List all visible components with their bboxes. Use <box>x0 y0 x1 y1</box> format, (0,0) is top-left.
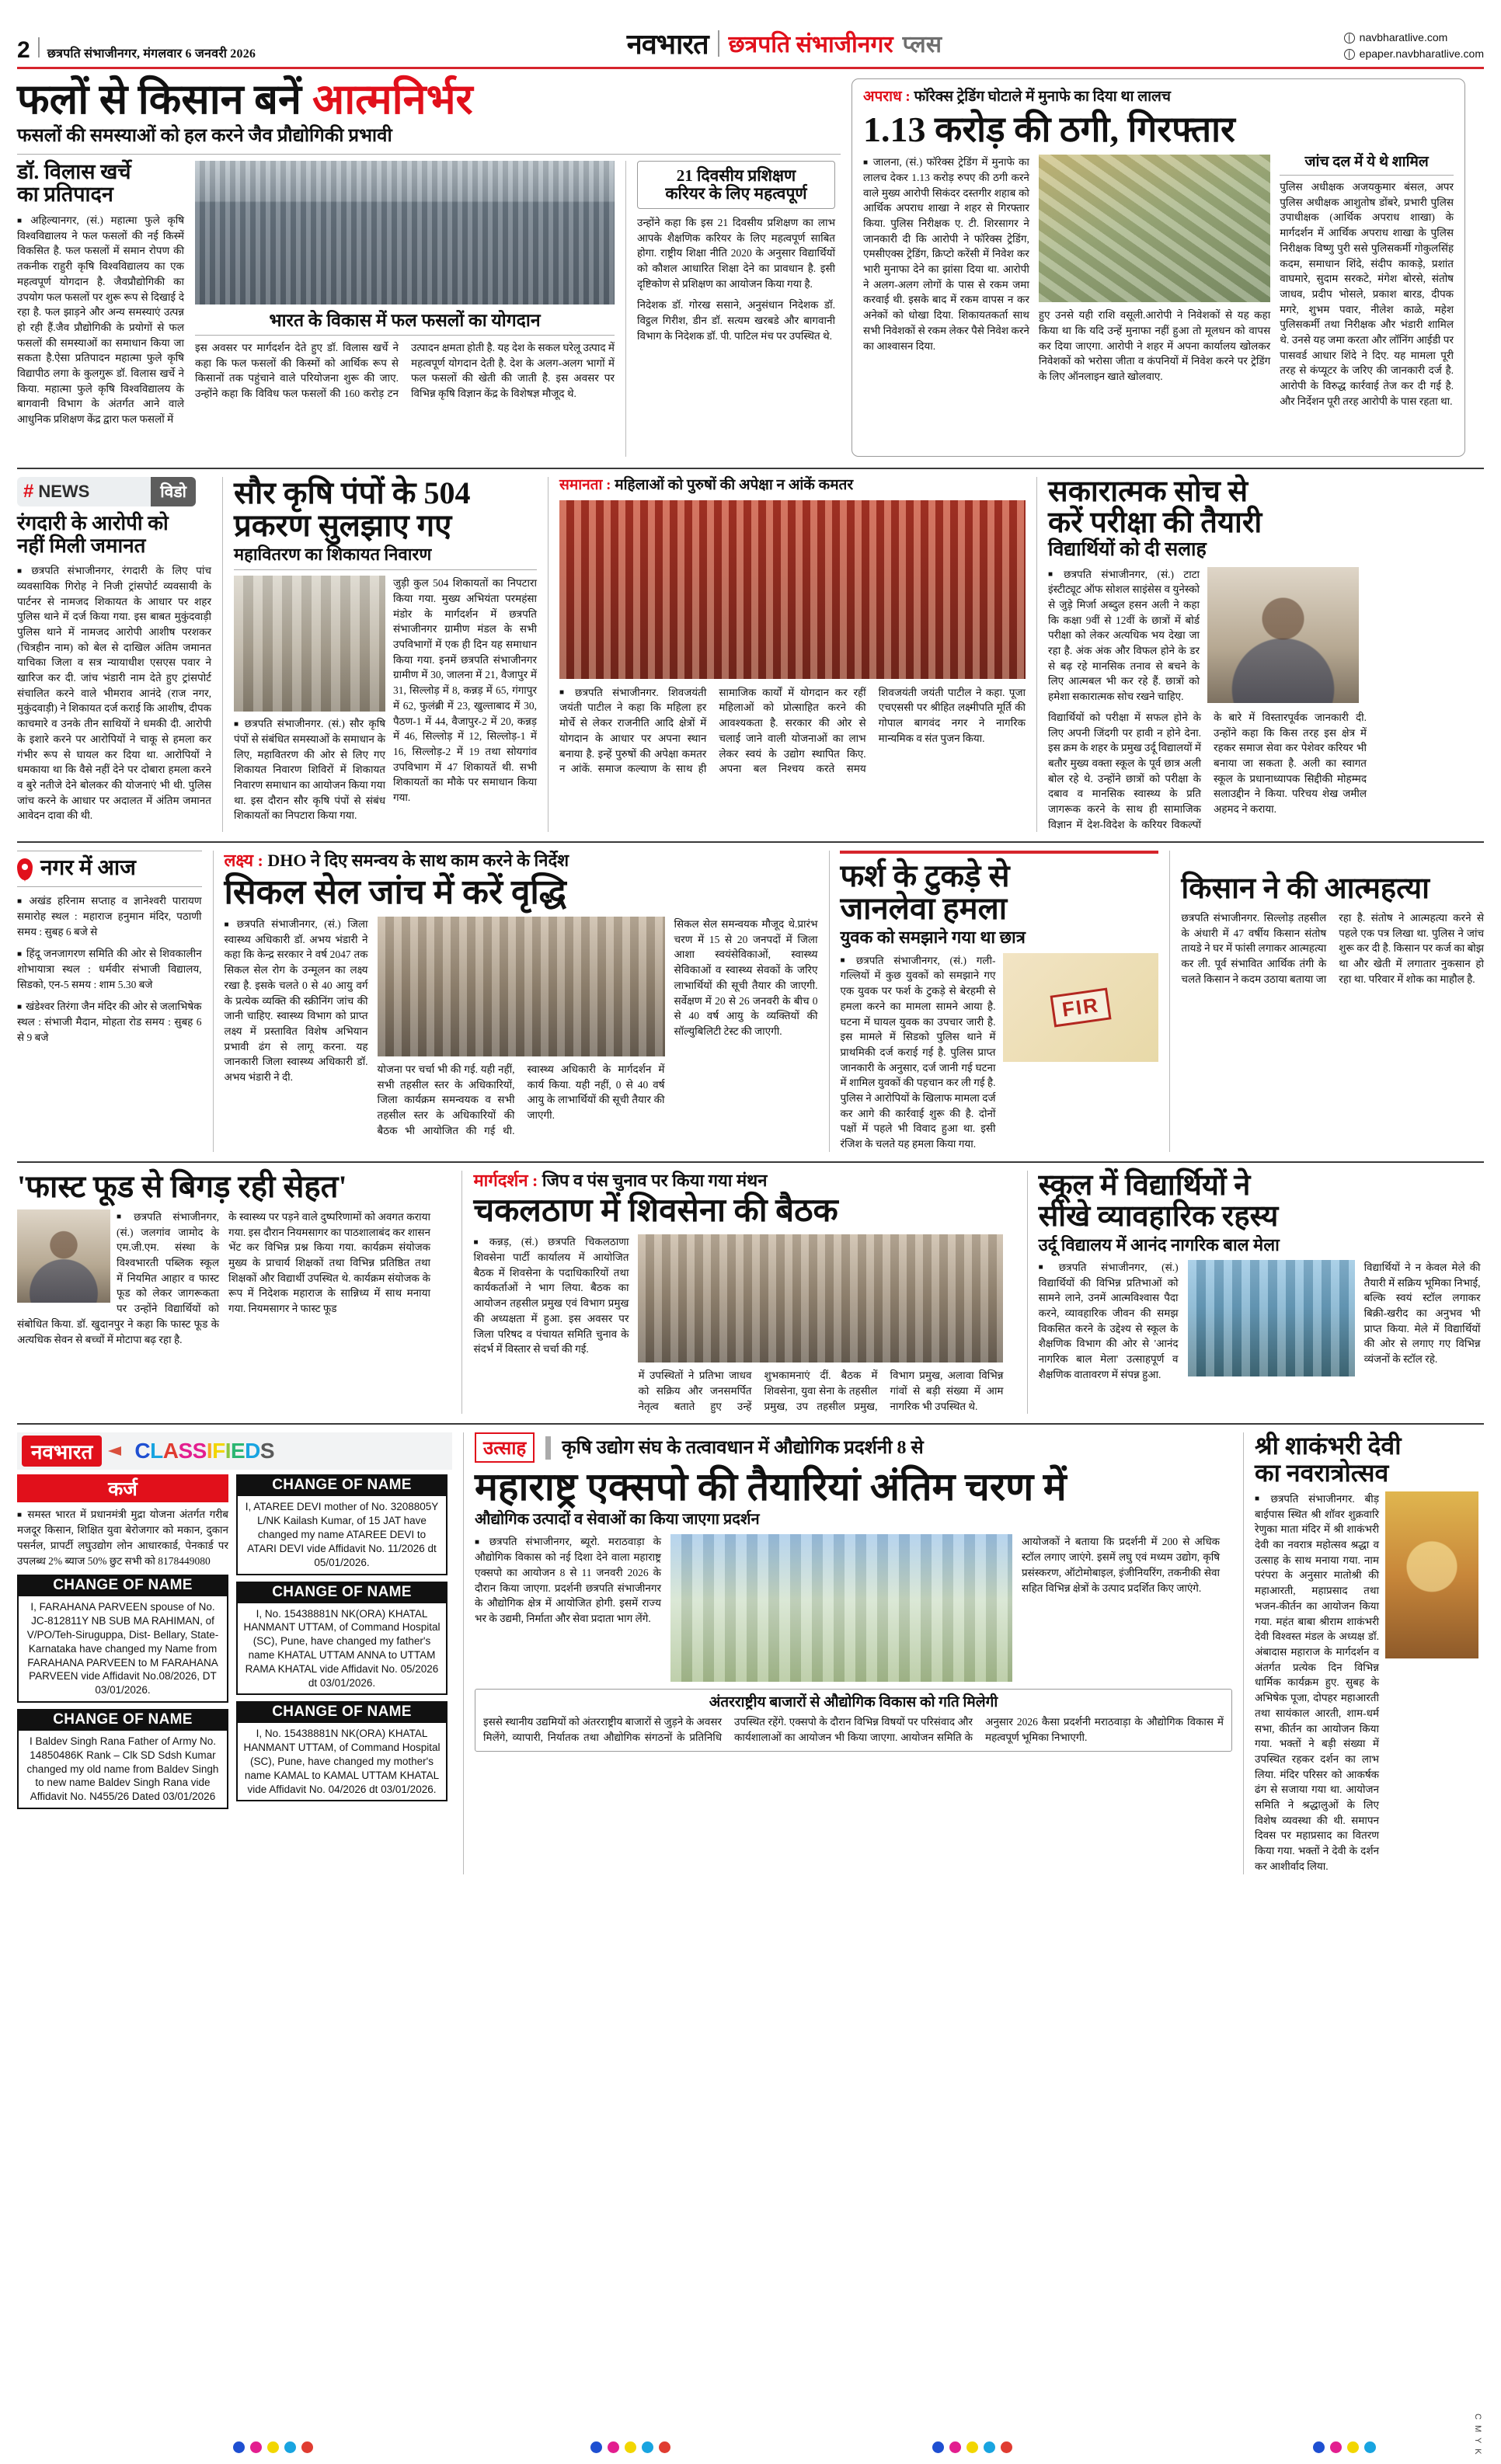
color-dot <box>1364 2441 1376 2453</box>
solar-caption: ■ छत्रपति संभाजीनगर. (सं.) सौर कृषि पंपों से संबंधित समस्याओं के समाधान के लिए, महावितरण की ओर से लिए गए शिकायत निवारण शिविरों में शिकायत निवारण समाधान का आयोजन किया गया था. इस दौरान सौर कृषि पंपों से संबंध शिकायतों का निपटारा किया गया. <box>234 718 385 821</box>
attack-subhead: युवक को समझाने गया था छात्र <box>840 927 1026 948</box>
masthead-rule <box>17 67 1484 69</box>
attack-story <box>840 851 1158 1151</box>
classifieds <box>17 1432 452 1874</box>
fastfood-body-1: ■ छत्रपति संभाजीनगर, (सं.) जलगांव जामोद के एम.जी.एम. संस्था के विश्वभारती पब्लिक स्कूल में नियमित आहार व फास्ट फूड को लेकर जागरूकता पर उन्होंने विद्यार्थियों को संबोधित किया. डॉ. खुदानपुर ने कहा कि फास्ट फूड के अत्यधिक सेवन से बच्चों में मोटापा बढ़ रहा है. <box>17 1211 219 1345</box>
cls-letter: C <box>134 1439 151 1463</box>
cls-letter: L <box>150 1439 163 1463</box>
sickle-story <box>225 851 818 1151</box>
fourth-section <box>17 1168 1484 1415</box>
equality-kicker-tag: समानता : <box>559 476 611 493</box>
shivsena-headline: चकलठाण में शिवसेना की बैठक <box>473 1193 838 1230</box>
ad-body: I, No. 15438881N NK(ORA) KHATAL HANMANT UTTAM, of Command Hospital (SC), Pune, have changed my mother's name KAMAL to KAMAL UTTAM KHATAL vide Affidavit No. 04/2026 dt 03/01/2026. <box>236 1723 448 1801</box>
fastfood-body-2: के स्वास्थ्य पर पड़ने वाले दुष्परिणामों को अवगत कराया गया. इस दौरान नियमसागर का पाठशालाबंद कर शासन भेंट कर विभिन्न प्रश्न किया गया. कार्यक्रम संयोजक मुख्य के प्राचार्य शिक्षकों तथा विभिन्न प्रतिष्ठित तथा शिक्षकों और विद्यार्थी उपस्थित थे. कार्यक्रम संयोजक के रूप में निदेशक महाराज के सान्निध्य में साथ मनाया गया. नियमसागर ने फास्ट फूड <box>228 1210 430 1315</box>
sickle-kicker-tag: लक्ष्य : <box>224 851 263 871</box>
shivsena-photo <box>638 1234 1003 1363</box>
positive-body-2: विद्यार्थियों को परीक्षा में सफल होने के लिए अपनी जिंदगी पर हावी न होने देना. इस क्रम के शहर के प्रमुख उर्दू विद्यालयों में बतौर मुख्य वक्ता स्कूल के पूर्व छात्र अली बोल रहे थे. उन्होंने छात्रों को परीक्षा के दबाव व मानसिक स्वास्थ्य के प्रति जागरूक करने के साथ ही सामाजिक विज्ञान में देश-विदेश के करियर विकल्पों के बारे में विस्तारपूर्वक जानकारी दी. उन्होंने कहा कि किस तरह इस क्षेत्र में रहकर समाज सेवा कर पेशेवर करियर भी बनाया जा सकता है. अली का स्वागत स्कूल के प्रधानाध्यापक सिद्दीकी मोहम्मद सलाउद्दीन ने किया. परिचय शेख जमील अहमद ने कराया. <box>1048 711 1367 830</box>
school-subhead: उर्दू विद्यालय में आनंद नागरिक बाल मेला <box>1038 1234 1280 1255</box>
devi-story <box>1255 1432 1484 1874</box>
shivsena-kicker <box>473 1171 1015 1191</box>
divider <box>718 30 719 57</box>
cls-letter: I <box>225 1439 231 1463</box>
attack-body: ■ छत्रपति संभाजीनगर, (सं.) गली-गल्लियों में कुछ युवकों को समझाने गए एक युवक पर फर्श के टुकड़े से बेरहमी से हमला करने का मामला सामने आया है. घटना में घायल युवक का उपचार जारी है. इस मामले में सिडको पुलिस थाने में प्राथमिकी दर्ज कराई गई है. पुलिस प्राप्त जानकारी के अनुसार, दर्ज जानी गई घटना में शामिल युवकों की पहचान कर ली गई है. पुलिस ने आरोपियों के खिलाफ मामला दर्ज कर आगे की कार्रवाई शुरू की है. दोनों पक्षों में पहले भी विवाद हुआ था. इसी रंजिश के चलते यह हमला किया गया. <box>840 955 995 1150</box>
sidebar-title-2: करियर के लिए महत्वपूर्ण <box>665 183 807 203</box>
expo-story <box>475 1432 1232 1874</box>
divider <box>38 37 40 57</box>
expo-kicker <box>475 1432 1232 1463</box>
shivsena-story <box>473 1171 1015 1415</box>
classifieds-wordmark <box>134 1439 274 1463</box>
fir-document-photo <box>1003 953 1158 1062</box>
expo-subhead: औद्योगिक उत्पादों व सेवाओं का किया जाएगा प्रदर्शन <box>475 1511 760 1529</box>
color-dot <box>949 2441 961 2453</box>
crime-body-2: हुए उनसे यही राशि वसूली.आरोपी ने निवेशकों से यह कहा किया था कि यदि उन्हें मुनाफा नहीं हुआ तो मूलधन को वापस कर दिया जाएगा. आरोपी ने शहर में अपना कार्यालय खोलकर निवेशकों को भरोसा जीता व कंपनियों में निवेश करने पर ट्रेडिंग के लिए ऑनलाइन खाते खोलवाए. <box>1038 309 1271 382</box>
megaphone-icon <box>108 1444 128 1458</box>
classifieds-col-left <box>17 1474 228 1809</box>
color-dot <box>1330 2441 1342 2453</box>
lead-byline-2: का प्रतिपादन <box>17 183 113 207</box>
lead-byline-col <box>17 161 184 457</box>
lead-body-2: इस अवसर पर मार्गदर्शन देते हुए डॉ. विलास खर्चे ने कहा कि फल फसलों की किस्मों को आर्थिक रूप से किसानों तक पहुंचाने वाले परियोजना शुरू की जाए. उन्होंने कहा कि विविध फल फसलों की 160 करोड़ टन उत्पादन क्षमता होती है. यह देश के सकल घरेलू उत्पाद में महत्वपूर्ण योगदान देती है. देश के अलग-अलग भागों में फल फसलों की खेती की जाती है. इस अवसर पर विभिन्न कृषि विज्ञान केंद्र के विशेषज्ञ मौजूद थे. <box>195 341 615 400</box>
loan-banner: कर्ज <box>17 1474 228 1502</box>
shivsena-body-1: ■ कन्नड़, (सं.) छत्रपति चिकलठाणा शिवसेना पार्टी कार्यालय में आयोजित बैठक में शिवसेना के पदाधिकारियों तथा कार्यकर्ताओं ने भाग लिया. बैठक का आयोजन तहसील प्रमुख एवं विभाग प्रमुख की अध्यक्षता में हुआ. इस अवसर पर जिला परिषद व पंचायत समिति चुनाव के संदर्भ में विस्तार से चर्चा की गई. <box>473 1236 629 1355</box>
cls-letter: E <box>230 1439 246 1463</box>
expo-kicker-tag: उत्साह <box>475 1432 535 1463</box>
color-dot <box>984 2441 995 2453</box>
color-dot <box>1347 2441 1359 2453</box>
ad-body: I Baldev Singh Rana Father of Army No. 14850486K Rank – Clk SD Sdsh Kumar changed my old name from Baldev Singh to new name Baldev Singh Rana vide Affidavit No. N455/26 Dated 03/01/2026 <box>17 1731 228 1809</box>
ransom-headline-2: नहीं मिली जमानत <box>17 534 146 557</box>
shivsena-body-2: में उपस्थितों ने प्रतिभा जाधव को सक्रिय और जनसमर्पित नेतृत्व बताते हुए उन्हें शुभकामनाएं दीं. बैठक में शिवसेना, युवा सेना के तहसील प्रमुख, उप तहसील प्रमुख, विभाग प्रमुख, अलावा विभिन्न गांवों से बड़ी संख्या में आम नागरिक भी उपस्थित थे. <box>638 1369 1004 1412</box>
color-dot <box>233 2441 245 2453</box>
attack-headline-2: जानलेवा हमला <box>840 891 1008 927</box>
crime-body-1-wrap <box>863 155 1029 409</box>
lead-sidebar <box>637 161 835 457</box>
website-main[interactable]: navbharatlive.com <box>1359 31 1448 44</box>
solar-story <box>234 477 537 832</box>
devi-photo <box>1385 1491 1478 1658</box>
crime-kicker-text: फॉरेक्स ट्रेडिंग घोटाले में मुनाफे का दिया था लालच <box>914 89 1171 105</box>
color-dot <box>966 2441 978 2453</box>
lead-photo-caption: भारत के विकास में फल फसलों का योगदान <box>269 310 541 330</box>
divider <box>545 1436 551 1460</box>
cls-letter: S <box>178 1439 193 1463</box>
devi-headline-1: श्री शाकंभरी देवी <box>1255 1432 1402 1460</box>
ad-body: I, No. 15438881N NK(ORA) KHATAL HANMANT UTTAM, of Command Hospital (SC), Pune, have changed my father's name KHATAL UTTAM ANNA to UTTAM RAMA KHATAL vide Affidavit No. 05/2026 dt 03/01/2026. <box>236 1603 448 1696</box>
ad-title: CHANGE OF NAME <box>17 1575 228 1596</box>
devi-body: ■ छत्रपति संभाजीनगर. बीड़ बाईपास स्थित श्री शॉवर शुक्रवारि रेणुका माता मंदिर में श्री शाकंभरी देवी का नवरात्र महोत्सव श्रद्धा व उत्साह के साथ मनाया गया. नाम परंपरा के अनुसार मातोश्री की महाआरती, महाप्रसाद तथा भजन-कीर्तन का आयोजन किया गया. महंत बाबा श्रीराम शाकंभरी देवी विश्वस्त मंडल के अध्यक्ष डॉ. अंबादास महाराज के मार्गदर्शन व अंतर्गत प्रत्येक दिन विभिन्न धार्मिक कार्यक्रम हुए. सुबह के अभिषेक पूजा, दोपहर महाआरती तथा सायंकाल आरती, शाम-धर्म सभा, कीर्तन का आयोजन किया गया. भक्तों ने बड़ी संख्या में उपस्थित रहकर दर्शन का लाभ लिया. मंदिर परिसर को आकर्षक ढंग से सजाया गया था. आयोजन समिति ने श्रद्धालुओं के लिए विशेष व्यवस्था की थी. समापन दिवस पर महाप्रसाद का वितरण किया गया. भक्तों ने देवी के दर्शन कर आशीर्वाद लिया. <box>1255 1493 1379 1872</box>
lead-photo <box>195 161 615 305</box>
crime-photo <box>1039 155 1270 302</box>
ad-title: CHANGE OF NAME <box>17 1709 228 1731</box>
classifieds-header <box>17 1432 452 1470</box>
lead-story <box>17 78 841 457</box>
expo-photo <box>670 1534 1012 1682</box>
color-dot <box>590 2441 602 2453</box>
ad-body: I, FARAHANA PARVEEN spouse of No. JC-812811Y NB SUB MA RAHIMAN, of V/PO/Teh-Siruguppa, Dist- Bellary, State-Karnataka have changed my Name from FARAHANA PARVEEN to M FARAHANA PARVEEN vide Affidavit No.08/2026, DT 03/01/2026. <box>17 1596 228 1703</box>
positive-body-1: ■ छत्रपति संभाजीनगर, (सं.) टाटा इंस्टीट्यूट ऑफ सोशल साइंसेस व युनेस्को से जुड़े मिर्जा अब्दुल हसन अली ने कहा कि कक्षा 9वीं से 12वीं के छात्रों में बोर्ड परीक्षा को लेकर अत्यधिक भय देखा जा रहा है. अंक अंक और विफल होने के डर से बढ़ रहे मानसिक तनाव से बचने के लिए आत्मबल भी कर रहे हैं. छात्रों को हमेशा सकारात्मक सोच रखने चाहिए. <box>1048 569 1200 703</box>
school-body-2: विद्यार्थियों ने न केवल मेले की तैयारी में सक्रिय भूमिका निभाई, बल्कि स्वयं स्टॉल लगाकर बिक्री-खरीद का अनुभव भी प्राप्त किया. मेले में विद्यार्थियों की ओर से लगाए गए विभिन्न व्यंजनों के स्टॉल रहे. <box>1363 1261 1481 1366</box>
positive-headline-1: सकारात्मक सोच से <box>1048 475 1249 508</box>
color-dot <box>301 2441 313 2453</box>
attack-headline-1: फर्श के टुकड़े से <box>840 858 1010 894</box>
positive-story <box>1048 477 1367 832</box>
school-body-1: ■ छत्रपति संभाजीनगर, (सं.) विद्यार्थियों की विभिन्न प्रतिभाओं को सामने लाने, उनमें आत्मविश्वास पैदा करने, व्यावहारिक जीवन की समझ विकसित करने के उद्देश्य से स्कूल के शैक्षणिक विभाग की ओर से 'आनंद नागरिक बाल मेला' उत्साहपूर्ण व शैक्षणिक वातावरण में संपन्न हुआ. <box>1039 1262 1179 1380</box>
cls-letter: F <box>212 1439 225 1463</box>
expo-kicker-text: कृषि उद्योग संघ के तत्वावधान में औद्योगिक प्रदर्शनी 8 से <box>562 1437 924 1458</box>
expo-box-body: इससे स्थानीय उद्यमियों को अंतरराष्ट्रीय बाजारों से जुड़ने के अवसर मिलेंगे, व्यापारी, निर्यातक तथा औद्योगिक संगठनों के प्रतिनिधि उपस्थित रहेंगे. एक्सपो के दौरान विभिन्न विषयों पर परिसंवाद और कार्यशालाओं का आयोजन भी किया जाएगा. आयोजन समिति के अनुसार 2026 कैसा प्रदर्शनी मराठवाड़ा के औद्योगिक विकास में महत्वपूर्ण भूमिका निभाएगी. <box>483 1716 1224 1744</box>
ad-body: I, ATAREE DEVI mother of No. 3208805Y L/NK Kailash Kumar, of 15 JAT have changed my name ATAREE DEVI to ATARI DEVI vide Affidavit No. 11/2026 dt 05/01/2026. <box>236 1496 448 1575</box>
color-dot <box>642 2441 653 2453</box>
loan-body: ■ समस्त भारत में प्रधानमंत्री मुद्रा योजना अंतर्गत गरीब मजदूर किसान, शिक्षित युवा बेरोजगार को मकान, दुकान पसर्नल, प्रापर्टी लघुउद्योग लोन आधारकार्ड, पेनकार्ड पर उपलब्ध 2% ब्याज 50% छुट सभी को 8178449080 <box>17 1509 228 1566</box>
cls-letter: A <box>162 1439 179 1463</box>
cls-letter: I <box>206 1439 213 1463</box>
expo-body-2: आयोजकों ने बताया कि प्रदर्शनी में 200 से अधिक स्टॉल लगाए जाएंगे. इसमें लघु एवं मध्यम उद्योग, कृषि प्रसंस्करण, ऑटोमोबाइल, इंजीनियरिंग, तकनीकी सेवा सहित विभिन्न क्षेत्रों के उत्पाद प्रदर्शित किए जाएंगे. <box>1022 1536 1220 1594</box>
crime-body-1: ■ जालना, (सं.) फॉरेक्स ट्रेडिंग में मुनाफे का लालच देकर 1.13 करोड़ रुपए की ठगी करने वाले मुख्य आरोपी सिकंदर दस्तगीर शहाब को आर्थिक अपराध शाखा ने शहर से गिरफ्तार किया. पुलिस निरीक्षक ए. टी. शिरसागर ने जानकारी दी कि आरोपी ने फॉरेक्स ट्रेडिंग, एमसीएक्स ट्रेडिंग, क्रिप्टो करेंसी में निवेश कर भारी मुनाफा देने का झांसा दिया था. आरोपी ने अलग-अलग लोगों के पास से रकम जमा करवाई थी. इसके बाद में रकम वापस न कर अनेकों को धोखा दिया. शिकायतकर्ता साथ सभी निवेशकों से रकम लेकर पैसे निवेश करने का आश्वासन दिया. <box>863 156 1029 351</box>
fastfood-story <box>17 1168 451 1415</box>
expo-body-1: ■ छत्रपति संभाजीनगर, ब्यूरो. मराठवाड़ा के औद्योगिक विकास को नई दिशा देने वाला महाराष्ट्र एक्सपो का आयोजन 8 से 11 जनवरी 2026 के दौरान किया जाएगा. प्रदर्शनी छत्रपति संभाजीनगर के औद्योगिक क्षेत्र में आयोजित होगी. इसमें राज्य भर के उद्यमी, निर्माता और सेवा प्रदाता भाग लेंगे. <box>475 1536 661 1624</box>
city-today-item-2: ■ खंडेश्वर तिरंगा जैन मंदिर की ओर से जलाभिषेक स्थल : संभाजी मैदान, मोहता रोड समय : सुबह 6 से 9 बजे <box>17 1001 202 1042</box>
crime-headline: 1.13 करोड़ की ठगी, गिरफ्तार <box>863 109 1235 149</box>
registration-dots <box>233 2441 313 2453</box>
school-photo <box>1188 1260 1355 1376</box>
sidebar-title-1: 21 दिवसीय प्रशिक्षण <box>676 165 796 185</box>
fir-stamp-label: FIR <box>1050 987 1112 1027</box>
equality-kicker-text: महिलाओं को पुरुषों की अपेक्षा न आंकें कमतर <box>615 476 854 493</box>
crime-kicker <box>863 89 1454 106</box>
lead-body-1: ■ अहिल्यानगर, (सं.) महात्मा फुले कृषि विश्वविद्यालय ने फल फसलों की नई किस्में विकसित है. फल फसलों में समान रोपण की तकनीक राहुरी कृषि विश्वविद्यालय का एक महत्वपूर्ण योगदान है. जैवप्रौद्योगिकी का उपयोग फल फसलों पर शुरू रूप से दिखाई दे रहा है. फल झाड़ने और अन्य समस्याएं उत्पन्न हो रही हैं.जैव प्रौद्योगिकी के प्रयोगों से फल फसलों की समस्याओं का समाधान किया जा सकता है.ऐसा प्रतिपादन महात्मा फुले कृषि विद्यापीठ लगा के कुलगुरू डॉ. विलास खर्चे ने किया. महात्मा फुले कृषि विश्वविद्यालय के बागवानी विभाग के अंतर्गत आने वाले आधुनिक प्रशिक्षण केंद्र द्वारा फल फसलों में <box>17 214 184 425</box>
cls-letter: S <box>259 1439 275 1463</box>
expo-box-title: अंतरराष्ट्रीय बाजारों से औद्योगिक विकास को गति मिलेगी <box>709 1694 998 1711</box>
sidebar-names: निदेशक डॉ. गोरख ससाने, अनुसंधान निदेशक डॉ. विट्ठल गिरीश, डीन डॉ. सत्यम खरबडे और बागवानी विभाग के निदेशक डॉ. पी. पाटिल मंच पर उपस्थित थे. <box>637 299 835 342</box>
color-dot <box>1001 2441 1012 2453</box>
crime-box-title: जांच दल में ये थे शामिल <box>1304 154 1429 171</box>
crime-story <box>851 78 1465 457</box>
bottom-section <box>17 1432 1484 1874</box>
equality-kicker <box>559 477 1026 495</box>
devi-headline-2: का नवरात्रोत्सव <box>1255 1458 1389 1487</box>
solar-body: जुड़ी कुल 504 शिकायतों का निपटारा किया गया. मुख्य अभियंता परमहंसा मंडोर के मार्गदर्शन में छत्रपति संभाजीनगर ग्रामीण मंडल के सभी उपविभागों में एक ही दिन यह समाधान किया गया. इनमें छत्रपति संभाजीनगर ग्रामीण में 30, जालना में 21, वैजापुर में 31, सिल्लोड़ में 8, कन्नड़ में 65, गंगापुर में 62, फुलंब्री में 23, खुल्ताबाद में 30, पैठण-1 में 44, वैजापुर-2 में 20, कन्नड़ में 46, सिल्लोड़ में 12, सिल्लोड़-1 में 16, सिल्लोड़-2 में 19 तथा सोयगांव उपविभाग में 47 शिकायतें थी. सभी शिकायतों का मौके पर समाधान किया गया. <box>393 577 537 804</box>
edition-name: छत्रपति संभाजीनगर <box>728 32 893 57</box>
news-video-badge[interactable] <box>17 477 196 506</box>
color-dot <box>608 2441 619 2453</box>
ransom-story <box>17 477 211 832</box>
color-dot <box>1313 2441 1325 2453</box>
registration-dots <box>590 2441 670 2453</box>
city-today-title: नगर में आज <box>40 856 136 881</box>
dateline: छत्रपति संभाजीनगर, मंगलवार 6 जनवरी 2026 <box>47 47 256 61</box>
globe-icon <box>1344 33 1355 44</box>
school-story <box>1038 1168 1484 1415</box>
sickle-body-2: योजना पर चर्चा भी की गई. यही नहीं, सभी तहसील स्तर के अधिकारियों, जिला कार्यक्रम समन्वयक व सभी तहसील स्तर के अधिकारियों की बैठक भी आयोजित की गई थी. स्वास्थ्य अधिकारी के मार्गदर्शन में कार्य किया. यही नहीं, 0 से 40 वर्ष आयु के लाभार्थियों की सूची तैयार की जाएगी. <box>377 1063 665 1136</box>
classifieds-col-right <box>236 1474 448 1809</box>
sickle-body-3: सिकल सेल समन्वयक मौजूद थे.प्रारंभ चरण में 15 से 20 जनपदों में जिला आशा स्वयंसेविकाओं, स्वास्थ्य सेविकाओं व स्वास्थ्य सेवकों के जरिए लाभार्थियों की सूची तैयार की जाएगी. सर्वेक्षण में 20 से 26 जनवरी के बीच 0 से 40 वर्ष आयु के व्यक्तियों की सॉल्युबिलिटी टेस्ट की जाएगी. <box>674 918 818 1037</box>
positive-tail <box>1181 851 1484 866</box>
city-today-item-0: ■ अखंड हरिनाम सप्ताह व ज्ञानेश्वरी पारायण समारोह स्थल : महाराज हनुमान मंदिर, पठाणी समय : सुबह 6 बजे से <box>17 895 202 937</box>
lead-headline-main: फलों से किसान बनें <box>17 76 301 123</box>
website-epaper[interactable]: epaper.navbharatlive.com <box>1359 47 1484 60</box>
solar-subhead: महावितरण का शिकायत निवारण <box>234 544 432 564</box>
cls-letter: S <box>192 1439 207 1463</box>
location-pin-icon <box>17 858 33 880</box>
ransom-headline-1: रंगदारी के आरोपी को <box>17 511 169 534</box>
color-dot <box>659 2441 670 2453</box>
masthead-left <box>17 37 256 62</box>
globe-icon <box>1344 49 1355 60</box>
sickle-headline: सिकल सेल जांच में करें वृद्धि <box>224 872 566 911</box>
sickle-body-1: ■ छत्रपति संभाजीनगर, (सं.) जिला स्वास्थ्य अधिकारी डॉ. अभय भंडारी ने कहा कि केन्द्र सरकार ने वर्ष 2047 तक सिकल सेल रोग के उन्मूलन का लक्ष्य रखा है. इसके चलते 0 से 40 आयु वर्ग के प्रत्येक व्यक्ति की स्क्रीनिंग जांच की जानी चाहिए. स्वास्थ्य विभाग को प्राप्त लक्ष्य में प्रस्तावित विशेष अभियान प्रभावी ढंग से लागू करना. यह जानकारी जिला स्वास्थ्य अधिकारी डॉ. अभय भंडारी ने दी. <box>225 918 368 1083</box>
city-today-item-1: ■ हिंदू जनजागरण समिति की ओर से शिवकालीन शोभायात्रा स्थल : धर्मवीर संभाजी विद्यालय, सिडको, एन-5 समय : शाम 5.30 बजे <box>17 948 202 990</box>
news-label: NEWS <box>38 481 90 501</box>
color-dot <box>250 2441 262 2453</box>
lead-subhead: फसलों की समस्याओं को हल करने जैव प्रौद्योगिकी प्रभावी <box>17 126 392 147</box>
solar-photo <box>234 576 385 712</box>
registration-dots <box>1313 2441 1376 2453</box>
color-dot <box>284 2441 296 2453</box>
cls-letter: D <box>245 1439 260 1463</box>
third-section <box>17 851 1484 1151</box>
ad-title: CHANGE OF NAME <box>236 1582 448 1603</box>
video-label[interactable]: विडो <box>151 477 196 506</box>
registration-dots <box>932 2441 1012 2453</box>
color-dot <box>625 2441 636 2453</box>
equality-story <box>559 477 1026 832</box>
crime-kicker-tag: अपराध : <box>863 89 911 105</box>
brand-logo: नवभारत <box>626 28 709 60</box>
shivsena-kicker-tag: मार्गदर्शन : <box>473 1170 538 1190</box>
expo-box <box>475 1689 1232 1751</box>
crime-box-body: पुलिस अधीक्षक अजयकुमार बंसल, अपर पुलिस अधीक्षक आशुतोष डोंबरे, प्रभारी पुलिस उपाधीक्षक (आर्थिक अपराध शाखा) के मार्गदर्शन में आर्थिक अपराध शाखा के पुलिस निरीक्षक विष्णु पुरी ससे पुलिसकर्मी गोकुलसिंह कदम, समाधान शिंदे, संदीप काकड़े, प्रशांत वाघमारे, सुदाम सरकटे, मंगेश बोरसे, संतोष जाधव, प्रदीप भोसले, प्रकाश बारड, दीपक मगरे, शुभम पवार, नीलेश काळे, महेश पुलिसकर्मी तथा निरीक्षक और भंडारी शामिल थे. उनसे यह जमा करता और लॉनिंग आईडी पर पासवर्ड आधार शिंदे ने दिए. यह मामला पूरी तरह से कंप्यूटर के जरिए की जानकारी दर्ज है. आरोपी के विरुद्ध कार्रवाई तेज कर दी गई है. और निर्देशन पूरी तरह आरोपी के पास रहता था. <box>1280 180 1454 407</box>
masthead-websites <box>1344 30 1484 62</box>
masthead <box>17 14 1484 62</box>
positive-subhead: विद्यार्थियों को दी सलाह <box>1048 538 1207 560</box>
second-section <box>17 477 1484 832</box>
solar-headline-2: प्रकरण सुलझाए गए <box>234 507 452 543</box>
color-dot <box>932 2441 944 2453</box>
farmer-suicide-headline: किसान ने की आत्महत्या <box>1181 872 1430 906</box>
positive-photo <box>1207 567 1359 703</box>
fastfood-headline: 'फास्ट फूड से बिगड़ रही सेहत' <box>17 1168 347 1204</box>
positive-headline-2: करें परीक्षा की तैयारी <box>1048 506 1262 539</box>
fastfood-portrait <box>17 1209 110 1303</box>
sickle-photo <box>378 917 665 1056</box>
lead-byline-1: डॉ. विलास खर्चे <box>17 159 131 183</box>
ransom-body: ■ छत्रपति संभाजीनगर, रंगदारी के लिए पांच व्यवसायिक गिरोह ने निजी ट्रांसपोर्ट व्यवसायी के पार्टनर से नामजद शिकायत के आधार पर शहर पुलिस थाने में दर्ज किया गया. इस बाबत मुकुंदवाड़ी पुलिस थाने में नामजद आरोपी आशीष परशकर (चित्रहीन नाम) को बेल से दाखिल अंतिम जमानत याचिका जिला व सत्र न्यायाधीश एसएस पवार ने खारिज कर दी. जांच भंडारी नाम देते हुए ट्रांसपोर्ट संचालित करने वाले भीमराव आनंदे (राज नगर, मुकुंदवाड़ी) ने शिकायत दर्ज कराई कि आशीष, दीपक काचमारे व उनके तीन साथियों ने धमकी दी. आरोपी के इशारे करने पर आरोपियों ने चाकू से हमला कर गंभीर रूप से घायल कर दिया था. आरोपियों ने धमकाया था कि वैसे नहीं देने पर दोबारा हमला करने व बुरे नतीजे देने बोलकर की योजनाएं भी थी. पुलिस जांच करने के आधार पर अदालत में अंतिम जमानत आवेदन दावा की थी. <box>17 565 211 821</box>
sickle-kicker-text: DHO ने दिए समन्वय के साथ काम करने के निर्देश <box>267 851 569 871</box>
school-headline-2: सीखे व्यावहारिक रहस्य <box>1038 1199 1279 1233</box>
cmyk-marker: C M Y K <box>1473 2414 1482 2456</box>
top-section <box>17 78 1484 457</box>
sickle-kicker <box>225 851 818 871</box>
lead-photo-col <box>195 161 615 457</box>
sidebar-body: उन्होंने कहा कि इस 21 दिवसीय प्रशिक्षण का लाभ आपके शैक्षणिक करियर के लिए महत्वपूर्ण साबित होगा. राष्ट्रीय शिक्षा नीति 2020 के अनुसार विद्यार्थियों को कौशल आधारित शिक्षा देने का प्रावधान है. इसी दृष्टिकोण से प्रशिक्षण का आयोजन किया गया है. <box>637 216 835 290</box>
city-today <box>17 851 202 1151</box>
edition-plus: प्लस <box>902 32 942 57</box>
ad-title: CHANGE OF NAME <box>236 1701 448 1723</box>
solar-headline-1: सौर कृषि पंपों के 504 <box>234 475 471 510</box>
shivsena-kicker-text: जिप व पंस चुनाव पर किया गया मंथन <box>542 1170 768 1190</box>
classifieds-brand: नवभारत <box>22 1436 102 1467</box>
lead-headline-accent: आत्मनिर्भर <box>312 76 473 123</box>
farmer-suicide-body: छत्रपति संभाजीनगर. सिल्लोड़ तहसील के अंधारी में 47 वर्षीय किसान संतोष तायडे ने घर में फांसी लगाकर आत्महत्या कर ली. पूर्व संभावित आर्थिक तंगी के चलते किसान ने कदम उठाया बताया जा रहा है. संतोष ने आत्महत्या करने से पहले एक पत्र लिखा था. पुलिस ने जांच शुरू कर दी है. किसान पर कर्ज का बोझ था और खेती में लगातार नुकसान हो रहा था. परिवार में शोक का माहौल है. <box>1181 912 1485 985</box>
color-dot <box>267 2441 279 2453</box>
ad-title: CHANGE OF NAME <box>236 1474 448 1496</box>
equality-photo <box>559 500 1026 679</box>
equality-body: ■ छत्रपति संभाजीनगर. शिवजयंती जयंती पाटील ने कहा कि महिला हर मोर्चे से लेकर राजनीति आदि क्षेत्रों में योगदान के आधार पर अपना स्थान बनाया है. इन्हें पुरुषों की अपेक्षा कमतर न आंकें. समाज कल्याण के साथ ही सामाजिक कार्यों में योगदान कर रहीं महिलाओं को प्रोत्साहित करने की आवश्यकता है. सरकार की ओर से चलाई जाने वाली योजनाओं का लाभ लेकर स्वयं के उद्योग स्थापित किए. अपना बल निश्चय करते समय शिवजयंती जयंती पाटील ने कहा. पूजा एचएससी पर श्रीहित लक्ष्मीपति मूर्ति की गोपाल बागवंद नगर ने नागरिक मान्यमिक व संत पुजन किया. <box>559 687 1026 775</box>
school-headline-1: स्कूल में विद्यार्थियों ने <box>1038 1168 1251 1202</box>
farmer-suicide-story <box>1181 851 1484 1151</box>
masthead-logo-group <box>627 24 942 62</box>
page-number: 2 <box>17 37 30 63</box>
expo-headline: महाराष्ट्र एक्सपो की तैयारियां अंतिम चरण में <box>475 1465 1067 1509</box>
hash-icon: # <box>23 480 34 502</box>
